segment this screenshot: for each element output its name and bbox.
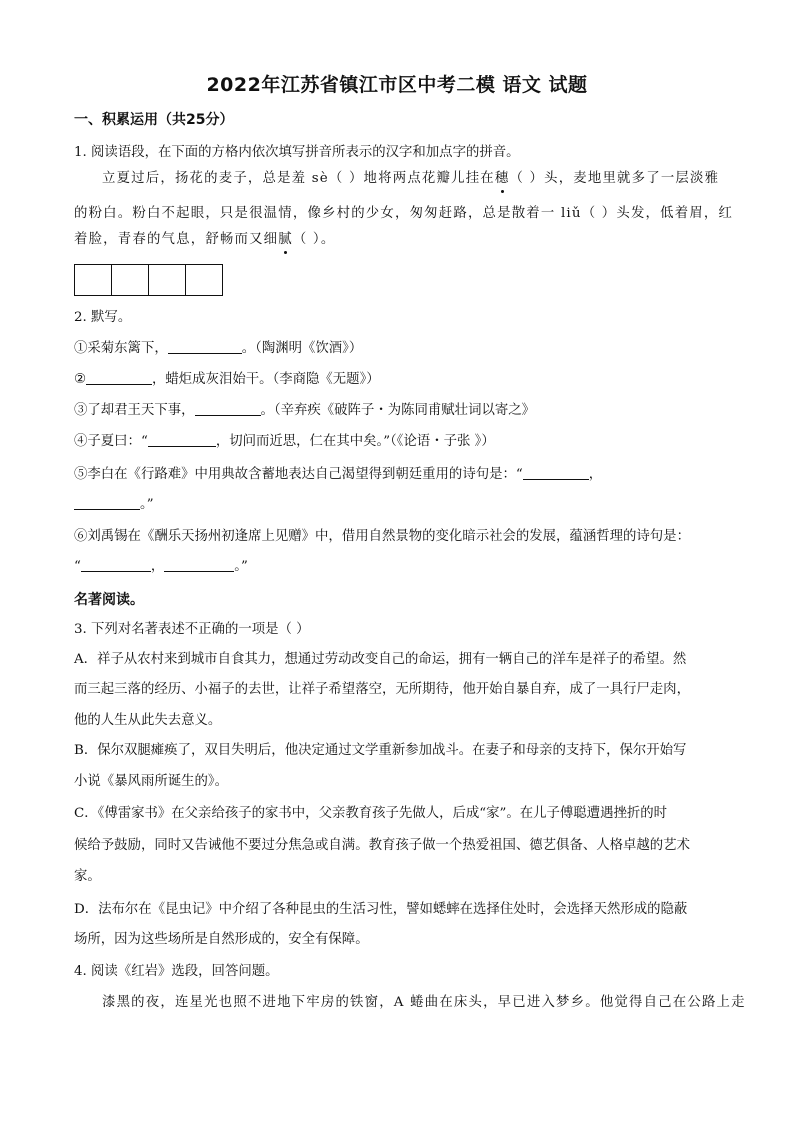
q1-stem: 1. 阅读语段，在下面的方格内依次填写拼音所表示的汉字和加点字的拼音。 [74, 145, 520, 160]
fill-blank[interactable] [74, 495, 140, 510]
q1-passage-line-3 [74, 230, 724, 250]
q3-option-d: D．法布尔在《昆虫记》中介绍了各种昆虫的生活习性，譬如蟋蟀在选择住处时，会选择天然形成的隐蔽 [74, 902, 688, 917]
item-text: 。（陶渊明《饮酒》） [241, 341, 363, 356]
q1-passage-text: 着脸，青春的气息，舒畅而又细 [74, 232, 279, 247]
q3-option-a-cont: 他的人生从此失去意义。 [74, 713, 222, 728]
fill-blank[interactable] [148, 432, 216, 447]
q1-passage-text: （ ）。 [292, 232, 336, 247]
item-text: ④子夏曰：“ [74, 434, 148, 449]
item-text: ② [74, 372, 87, 387]
q3-option-c-cont: 候给予鼓励，同时又告诫他不要过分焦急或自满。教育孩子做一个热爱祖国、德艺俱备、人格卓越的艺术 [74, 838, 690, 853]
answer-boxes [74, 264, 222, 295]
item-text: “ [74, 559, 81, 574]
item-text: ①采菊东篱下， [74, 341, 168, 356]
fill-blank[interactable] [168, 339, 242, 354]
q2-item-5 [74, 465, 724, 485]
item-text: ③了却君王天下事， [74, 403, 195, 418]
q2-item-4 [74, 432, 724, 452]
item-text: ，蜡炬成灰泪始干。（李商隐《无题》） [152, 372, 380, 387]
fill-blank[interactable] [86, 370, 152, 385]
q2-item-5-cont [74, 495, 724, 515]
q2-item-6-cont [74, 557, 724, 577]
dotted-character: 穗 [495, 169, 510, 189]
section-heading-accumulation: 一、积累运用（共25分） [74, 112, 234, 128]
item-text: ⑤李白在《行路难》中用典故含蓄地表达自己渴望得到朝廷重用的诗句是：“ [74, 467, 523, 482]
q1-passage-line-2: 的粉白。粉白不起眼，只是很温情，像乡村的少女，匆匆赶路，总是散着一 liǔ（ ）头发，低着眉，红 [74, 206, 734, 221]
answer-box[interactable] [148, 264, 186, 296]
item-text: ， [588, 467, 603, 482]
answer-box[interactable] [111, 264, 149, 296]
q1-passage-line-1 [102, 169, 722, 189]
answer-box[interactable] [185, 264, 223, 296]
q2-item-2 [74, 370, 724, 390]
q3-option-b-cont: 小说《暴风雨所诞生的》。 [74, 774, 228, 789]
q3-option-a-cont: 而三起三落的经历、小福子的去世，让祥子希望落空，无所期待，他开始自暴自弃，成了一具行尸走肉， [74, 682, 690, 697]
item-text: 。” [140, 497, 154, 512]
q2-stem: 2. 默写。 [74, 310, 132, 325]
q3-option-a: A．祥子从农村来到城市自食其力，想通过劳动改变自己的命运，拥有一辆自己的洋车是祥子的希望。然 [74, 652, 687, 667]
fill-blank[interactable] [195, 401, 261, 416]
item-text: 。（辛弃疾《破阵子・为陈同甫赋壮词以寄之》 [260, 403, 536, 418]
fill-blank[interactable] [164, 557, 234, 572]
answer-box[interactable] [74, 264, 112, 296]
section-heading-classics: 名著阅读。 [74, 592, 144, 608]
q2-item-1 [74, 339, 724, 359]
q3-stem: 3. 下列对名著表述不正确的一项是（ ） [74, 622, 310, 637]
item-text: ，切问而近思，仁在其中矣。”（《论语・子张 》） [215, 434, 495, 449]
item-text: 。” [234, 559, 248, 574]
fill-blank[interactable] [81, 557, 151, 572]
q2-item-3 [74, 401, 724, 421]
q1-passage-text: 立夏过后，扬花的麦子，总是羞 sè（ ）地将两点花瓣儿挂在 [102, 171, 495, 186]
q4-stem: 4. 阅读《红岩》选段，回答问题。 [74, 964, 279, 979]
q3-option-d-cont: 场所，因为这些场所是自然形成的，安全有保障。 [74, 932, 369, 947]
q1-passage-text: （ ）头，麦地里就多了一层淡雅 [509, 171, 720, 186]
q3-option-c: C．《傅雷家书》在父亲给孩子的家书中，父亲教育孩子先做人，后成“家”。在儿子傅聪遭遇挫折的时 [74, 806, 668, 821]
q3-option-c-cont: 家。 [74, 869, 101, 884]
q4-passage-line-1: 漆黑的夜，连星光也照不进地下牢房的铁窗，A 蜷曲在床头，早已进入梦乡。他觉得自己在公路上走 [102, 995, 746, 1010]
dotted-character: 腻 [278, 230, 293, 250]
q2-item-6: ⑥刘禹锡在《酬乐天扬州初逢席上见赠》中，借用自然景物的变化暗示社会的发展，蕴涵哲理的诗句是： [74, 529, 690, 544]
fill-blank[interactable] [523, 465, 589, 480]
item-text: ， [150, 559, 165, 574]
page-title: 2022年江苏省镇江市区中考二模 语文 试题 [206, 74, 588, 96]
q3-option-b: B．保尔双腿瘫痪了，双目失明后，他决定通过文学重新参加战斗。在妻子和母亲的支持下，保尔开始写 [74, 743, 687, 758]
